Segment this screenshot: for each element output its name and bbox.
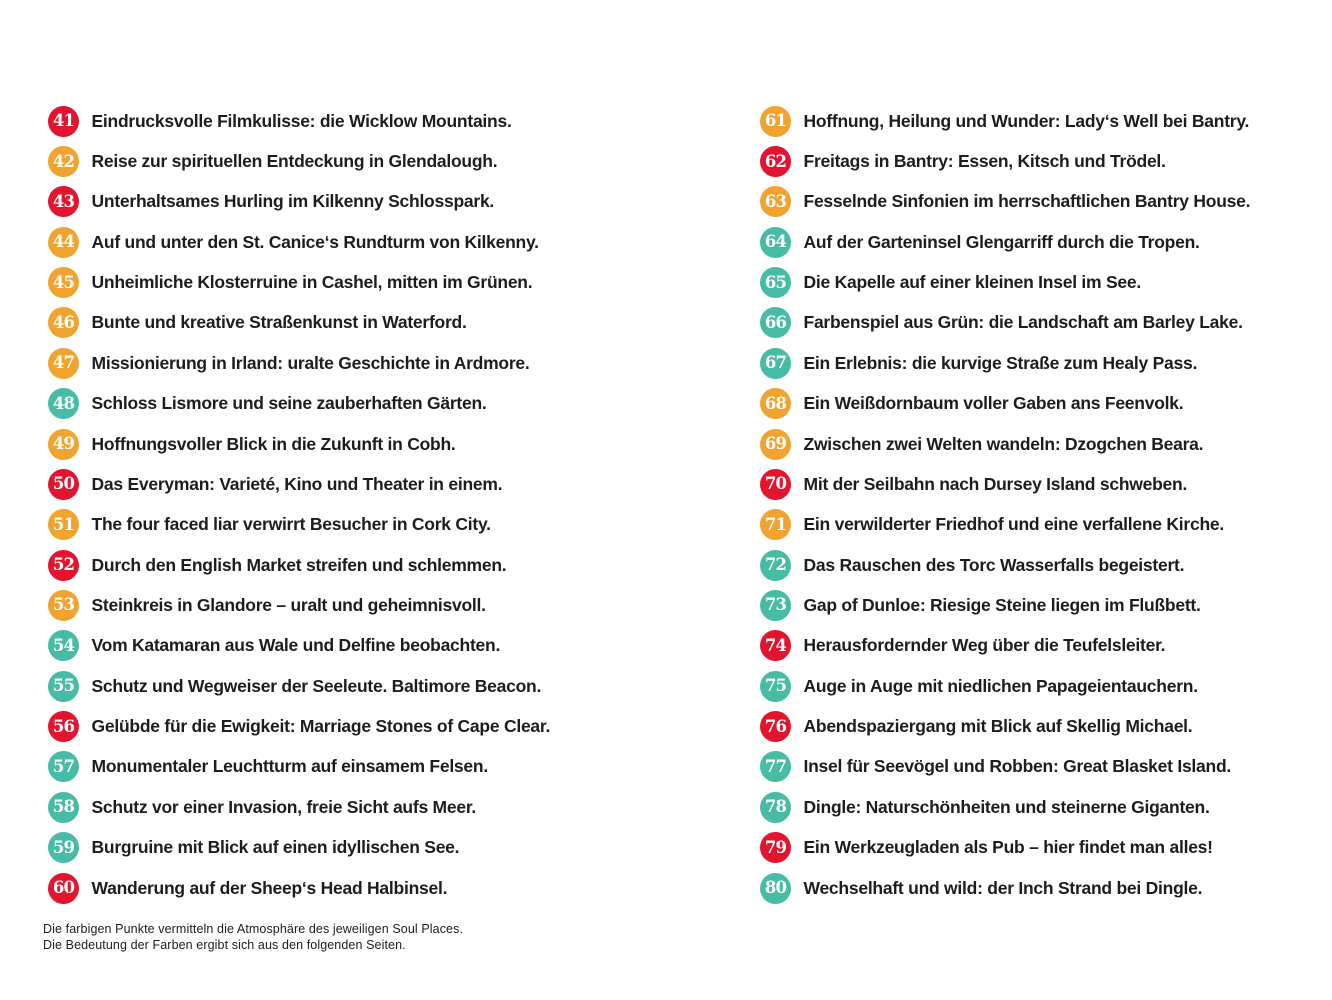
item-number-badge: 66 <box>760 307 791 338</box>
item-number-badge: 49 <box>48 429 79 460</box>
item-number-badge: 41 <box>48 106 79 137</box>
toc-item <box>48 585 550 625</box>
toc-item <box>760 182 1250 222</box>
toc-item <box>48 182 550 222</box>
item-number-badge: 52 <box>48 550 79 581</box>
item-text: Bunte und kreative Straßenkunst in Waterford. <box>91 312 467 333</box>
item-text: Schutz vor einer Invasion, freie Sicht aufs Meer. <box>91 796 477 817</box>
item-number-badge: 56 <box>48 711 79 742</box>
item-number-badge: 60 <box>48 873 79 904</box>
item-text: Schloss Lismore und seine zauberhaften Gärten. <box>91 393 487 414</box>
item-text: Ein verwilderter Friedhof und eine verfallene Kirche. <box>803 514 1224 535</box>
toc-item <box>48 868 550 908</box>
toc-item <box>760 222 1250 262</box>
toc-item <box>48 384 550 424</box>
item-number-badge: 73 <box>760 590 791 621</box>
toc-item <box>760 827 1250 867</box>
item-text: Unterhaltsames Hurling im Kilkenny Schlosspark. <box>91 191 495 212</box>
toc-item <box>48 464 550 504</box>
item-text: Missionierung in Irland: uralte Geschichte in Ardmore. <box>91 352 530 373</box>
item-number-badge: 47 <box>48 348 79 379</box>
toc-item <box>48 545 550 585</box>
item-number-badge: 79 <box>760 832 791 863</box>
toc-item <box>760 101 1250 141</box>
item-text: Farbenspiel aus Grün: die Landschaft am Barley Lake. <box>803 312 1243 333</box>
footnote <box>43 922 463 953</box>
item-number-badge: 77 <box>760 751 791 782</box>
item-text: Auf der Garteninsel Glengarriff durch die Tropen. <box>803 231 1200 252</box>
toc-item <box>48 222 550 262</box>
item-text: Das Everyman: Varieté, Kino und Theater in einem. <box>91 473 503 494</box>
toc-list-right <box>760 101 1250 908</box>
item-text: Unheimliche Klosterruine in Cashel, mitten im Grünen. <box>91 272 533 293</box>
toc-item <box>760 666 1250 706</box>
item-text: Wechselhaft und wild: der Inch Strand bei Dingle. <box>803 877 1203 898</box>
toc-item <box>760 787 1250 827</box>
footnote-line-1: Die farbigen Punkte vermitteln die Atmosphäre des jeweiligen Soul Places. <box>43 922 464 936</box>
item-text: Schutz und Wegweiser der Seeleute. Baltimore Beacon. <box>91 675 542 696</box>
toc-item <box>760 343 1250 383</box>
toc-item <box>760 706 1250 746</box>
item-number-badge: 57 <box>48 751 79 782</box>
item-number-badge: 65 <box>760 267 791 298</box>
item-number-badge: 68 <box>760 388 791 419</box>
item-text: Mit der Seilbahn nach Dursey Island schweben. <box>803 473 1188 494</box>
toc-item <box>760 141 1250 181</box>
toc-item <box>48 141 550 181</box>
item-number-badge: 62 <box>760 146 791 177</box>
item-number-badge: 76 <box>760 711 791 742</box>
item-number-badge: 61 <box>760 106 791 137</box>
item-text: Die Kapelle auf einer kleinen Insel im See. <box>803 272 1141 293</box>
toc-item <box>760 747 1250 787</box>
toc-item <box>760 384 1250 424</box>
item-number-badge: 63 <box>760 186 791 217</box>
item-text: Insel für Seevögel und Robben: Great Blasket Island. <box>803 756 1232 777</box>
item-number-badge: 59 <box>48 832 79 863</box>
toc-item <box>48 787 550 827</box>
item-text: Hoffnung, Heilung und Wunder: Lady‘s Well bei Bantry. <box>803 110 1250 131</box>
item-text: Burgruine mit Blick auf einen idyllischen See. <box>91 837 460 858</box>
toc-item <box>48 827 550 867</box>
toc-item <box>48 505 550 545</box>
item-text: Ein Werkzeugladen als Pub – hier findet man alles! <box>803 837 1213 858</box>
item-number-badge: 58 <box>48 792 79 823</box>
toc-item <box>48 303 550 343</box>
item-number-badge: 46 <box>48 307 79 338</box>
item-number-badge: 44 <box>48 227 79 258</box>
item-text: Hoffnungsvoller Blick in die Zukunft in Cobh. <box>91 433 456 454</box>
item-text: Gap of Dunloe: Riesige Steine liegen im Flußbett. <box>803 594 1201 615</box>
toc-list-left <box>48 101 550 908</box>
item-text: Das Rauschen des Torc Wasserfalls begeistert. <box>803 554 1185 575</box>
item-text: Auge in Auge mit niedlichen Papageientauchern. <box>803 675 1198 696</box>
item-text: Herausfordernder Weg über die Teufelsleiter. <box>803 635 1166 656</box>
toc-item <box>760 868 1250 908</box>
item-number-badge: 51 <box>48 509 79 540</box>
toc-item <box>48 262 550 302</box>
toc-item <box>48 101 550 141</box>
item-number-badge: 71 <box>760 509 791 540</box>
item-text: The four faced liar verwirrt Besucher in Cork City. <box>91 514 491 535</box>
item-text: Freitags in Bantry: Essen, Kitsch und Trödel. <box>803 151 1166 172</box>
toc-item <box>760 262 1250 302</box>
toc-item <box>760 585 1250 625</box>
item-text: Ein Erlebnis: die kurvige Straße zum Healy Pass. <box>803 352 1198 373</box>
item-number-badge: 70 <box>760 469 791 500</box>
item-text: Steinkreis in Glandore – uralt und geheimnisvoll. <box>91 594 486 615</box>
toc-item <box>48 706 550 746</box>
item-number-badge: 43 <box>48 186 79 217</box>
item-number-badge: 48 <box>48 388 79 419</box>
item-number-badge: 42 <box>48 146 79 177</box>
item-number-badge: 64 <box>760 227 791 258</box>
item-number-badge: 80 <box>760 873 791 904</box>
toc-item <box>48 343 550 383</box>
item-number-badge: 50 <box>48 469 79 500</box>
item-text: Vom Katamaran aus Wale und Delfine beobachten. <box>91 635 501 656</box>
item-text: Dingle: Naturschönheiten und steinerne Giganten. <box>803 796 1210 817</box>
toc-item <box>760 626 1250 666</box>
item-text: Abendspaziergang mit Blick auf Skellig Michael. <box>803 716 1193 737</box>
item-number-badge: 78 <box>760 792 791 823</box>
item-number-badge: 75 <box>760 671 791 702</box>
item-text: Reise zur spirituellen Entdeckung in Glendalough. <box>91 151 498 172</box>
item-text: Auf und unter den St. Canice‘s Rundturm von Kilkenny. <box>91 231 539 252</box>
item-text: Monumentaler Leuchtturm auf einsamem Felsen. <box>91 756 488 777</box>
item-number-badge: 54 <box>48 630 79 661</box>
item-number-badge: 53 <box>48 590 79 621</box>
toc-item <box>48 747 550 787</box>
toc-item <box>48 424 550 464</box>
item-text: Zwischen zwei Welten wandeln: Dzogchen Beara. <box>803 433 1204 454</box>
item-number-badge: 72 <box>760 550 791 581</box>
item-text: Wanderung auf der Sheep‘s Head Halbinsel. <box>91 877 448 898</box>
footnote-line-2: Die Bedeutung der Farben ergibt sich aus den folgenden Seiten. <box>43 937 406 952</box>
toc-item <box>760 545 1250 585</box>
toc-item <box>760 505 1250 545</box>
item-text: Durch den English Market streifen und schlemmen. <box>91 554 507 575</box>
item-number-badge: 45 <box>48 267 79 298</box>
item-text: Fesselnde Sinfonien im herrschaftlichen Bantry House. <box>803 191 1251 212</box>
toc-item <box>760 464 1250 504</box>
item-text: Ein Weißdornbaum voller Gaben ans Feenvolk. <box>803 393 1184 414</box>
item-number-badge: 69 <box>760 429 791 460</box>
item-number-badge: 74 <box>760 630 791 661</box>
toc-item <box>760 303 1250 343</box>
item-text: Eindrucksvolle Filmkulisse: die Wicklow Mountains. <box>91 110 512 131</box>
toc-item <box>48 626 550 666</box>
toc-item <box>760 424 1250 464</box>
item-text: Gelübde für die Ewigkeit: Marriage Stones of Cape Clear. <box>91 716 551 737</box>
item-number-badge: 55 <box>48 671 79 702</box>
toc-item <box>48 666 550 706</box>
item-number-badge: 67 <box>760 348 791 379</box>
